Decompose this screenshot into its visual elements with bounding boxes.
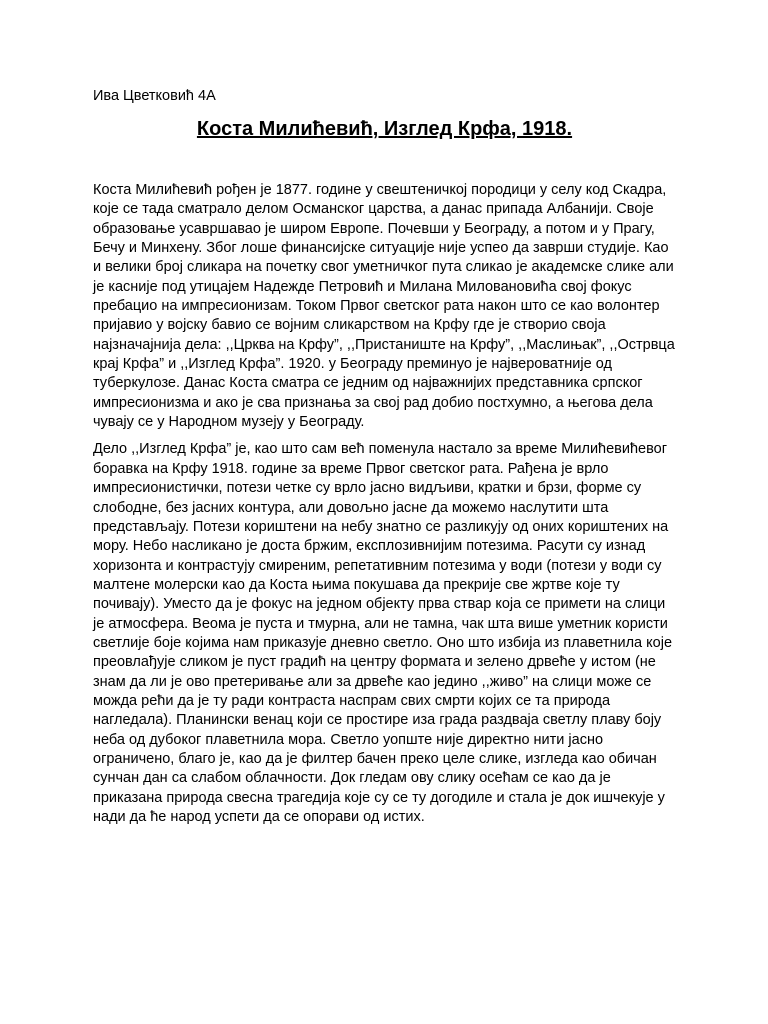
paragraph-analysis: Дело ,,Изглед Крфа” је, као што сам већ поменула настало за време Милићевићевог боравка на Крфу 1918. године за време Првог светског рата. Рађена је врло импресионистички, потези четке су врло јасно видљиви, кратки и брзи, форме су слободне, без јасних контура, али довољно јасне да можемо наслутити шта представљају. Потези кориштени на небу знатно се разликују од оних кориштених на мору. Небо насликано је доста бржим, експлозивнијим потезима. Расути су изнад хоризонта и контрастују смиреним, репетативним потезима у води (потези у води су малтене молерски као да Коста њима покушава да прекрије све жртве које ту почивају). Уместо да је фокус на једном објекту прва ствар која се примети на слици је атмосфера. Веома је пуста и тмурна, али не тамна, чак шта више уметник користи светлије боје којима нам приказује дневно светло. Оно што избија из плаветнила које преовлађује сликом је пуст градић на центру формата и зелено дрвеће у истом (не знам да ли је ово претеривање али за дрвеће као једино ,,живо” на слици може се можда рећи да је ту ради контраста наспрам свих смрти којих се та природа нагледала). Планински венац који се простире иза града раздваја светлу плаву боју неба од дубоког плаветнила мора. Светло уопште није директно нити јасно ограничено, благо је, као да је филтер бачен преко целе слике, изгледа као обичан сунчан дан са слабом облачности. Док гледам ову слику осећам се као да је приказана природа свесна трагедија које су се ту догодиле и стала је док ишчекује у нади да ће народ успети да се опорави од истих.: [93, 441, 673, 825]
author-line: Ива Цветковић 4А: [93, 88, 216, 104]
document-title: Коста Милићевић, Изглед Крфа, 1918.: [196, 118, 573, 140]
paragraph-biography: Коста Милићевић рођен је 1877. године у свештеничкој породици у селу код Скадра, које се тада сматрало делом Османског царства, а данас припада Албанији. Своје образовање усавршавао је широм Европе. Почевши у Београду, а потом и у Прагу, Бечу и Минхену. Због лоше финансијске ситуације није успео да заврши студије. Као и велики број сликара на почетку свог уметничког пута сликао је академске слике али је касније под утицајем Надежде Петровић и Милана Миловановића свој фокус пребацио на импресионизам. Током Првог светског рата након што се као волонтер пријавио у војску бавио се војним сликарством на Крфу где је створио своја најзначајнија дела: ,,Црква на Крфу”, ,,Пристаниште на Крфу”, ,,Маслињак”, ,,Острвца крај Крфа” и ,,Изглед Крфа”. 1920. у Београду преминуо је највероватније од туберкулозе. Данас Коста сматра се једним од најважнијих представника српског импресионизма и ако је сва признања за свој рад добио постхумно, а његова дела чувају се у Народном музеју у Београду.: [93, 182, 675, 431]
